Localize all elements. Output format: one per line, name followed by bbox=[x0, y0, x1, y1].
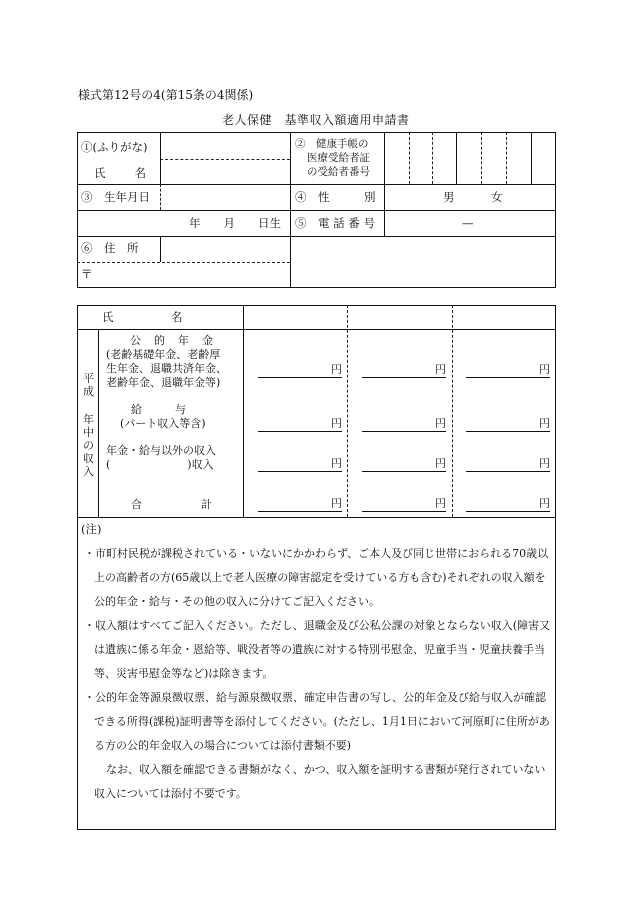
address-label: ⑥ 住 所 bbox=[81, 241, 139, 255]
phone-label: ⑤ 電 話 番 号 bbox=[295, 216, 375, 230]
total-amount-field[interactable]: 円 bbox=[466, 497, 550, 512]
other-income-amount-field[interactable]: 円 bbox=[258, 457, 342, 472]
salary-label-line1: 給 与 bbox=[131, 403, 186, 416]
other-income-amount-field[interactable]: 円 bbox=[466, 457, 550, 472]
income-year-prefix: 平成 bbox=[83, 372, 94, 398]
note-closing: なお、収入額を確認できる書類がなく、かつ、収入額を証明する書類が発行されていない収入については添付不要です。 bbox=[94, 763, 546, 800]
birth-date-suffix: 年 月 日生 bbox=[189, 216, 281, 230]
note-item: ・収入額はすべてご記入ください。ただし、退職金及び公私公課の対象とならない収入(障害又は遺族に係る年金・恩給等、戦没者等の遺族に対する特別弔慰金、児童手当・児童扶養手当等、災害弔慰金等など)は除きます。 bbox=[84, 619, 551, 680]
sex-label: ④ 性 別 bbox=[295, 190, 376, 204]
pension-amount-field[interactable]: 円 bbox=[258, 363, 342, 378]
income-year-label bbox=[82, 372, 95, 398]
notes-heading: (注) bbox=[81, 522, 102, 536]
pension-label-line1: 公 的 年 金 bbox=[130, 334, 214, 347]
pension-amount-field[interactable]: 円 bbox=[362, 363, 446, 378]
name-label: 氏 名 bbox=[94, 166, 148, 180]
note-item: ・市町村民税が課税されている・いないにかかわらず、ご本人及び同じ世帯におられる70歳以上の高齢者の方(65歳以上で老人医療の障害認定を受けている方も含む)それぞれの収入額を公的年金・給与・その他の収入に分けてご記入ください。 bbox=[84, 547, 549, 608]
other-income-amount-field[interactable]: 円 bbox=[362, 457, 446, 472]
insured-number-label-line2: 医療受給者証 bbox=[307, 152, 370, 164]
other-income-label-line1: 年金・給与以外の収入 bbox=[106, 444, 216, 457]
income-name-header: 氏 名 bbox=[102, 310, 183, 324]
postal-mark: 〒 bbox=[81, 267, 93, 281]
notes-body bbox=[84, 542, 554, 806]
salary-amount-field[interactable]: 円 bbox=[258, 417, 342, 432]
insured-number-label-line1: ② 健康手帳の bbox=[295, 138, 369, 150]
furigana-label: ①(ふりがな) bbox=[81, 140, 148, 154]
salary-label-line2: (パート収入等含) bbox=[120, 417, 206, 430]
sex-female-option[interactable]: 女 bbox=[491, 190, 503, 204]
total-amount-field[interactable]: 円 bbox=[362, 497, 446, 512]
pension-label-line4: 老齢年金、退職年金等) bbox=[106, 376, 221, 389]
birth-date-label: ③ 生年月日 bbox=[81, 190, 150, 204]
income-year-caption: 年中の収入 bbox=[83, 413, 94, 478]
pension-amount-field[interactable]: 円 bbox=[466, 363, 550, 378]
phone-separator: — bbox=[462, 216, 474, 230]
other-income-label-line2: ( )収入 bbox=[106, 458, 214, 471]
document-title: 老人保健 基準収入額適用申請書 bbox=[222, 113, 410, 127]
salary-amount-field[interactable]: 円 bbox=[466, 417, 550, 432]
salary-amount-field[interactable]: 円 bbox=[362, 417, 446, 432]
note-item: ・公的年金等源泉徴収票、給与源泉徴収票、確定申告書の写し、公的年金及び給与収入が確認できる所得(課税)証明書等を添付してください。(ただし、1月1日において河原町に住所がある方の公的年金収入の場合については添付書類不要) bbox=[84, 691, 550, 752]
insured-number-label-line3: の受給者番号 bbox=[307, 166, 370, 178]
pension-label-line3: 生年金、退職共済年金、 bbox=[106, 362, 227, 375]
form-number: 様式第12号の4(第15条の4関係) bbox=[78, 88, 254, 102]
total-amount-field[interactable]: 円 bbox=[258, 497, 342, 512]
pension-label-line2: (老齢基礎年金、老齢厚 bbox=[106, 348, 221, 361]
sex-male-option[interactable]: 男 bbox=[443, 190, 455, 204]
total-label: 合 計 bbox=[131, 498, 215, 511]
